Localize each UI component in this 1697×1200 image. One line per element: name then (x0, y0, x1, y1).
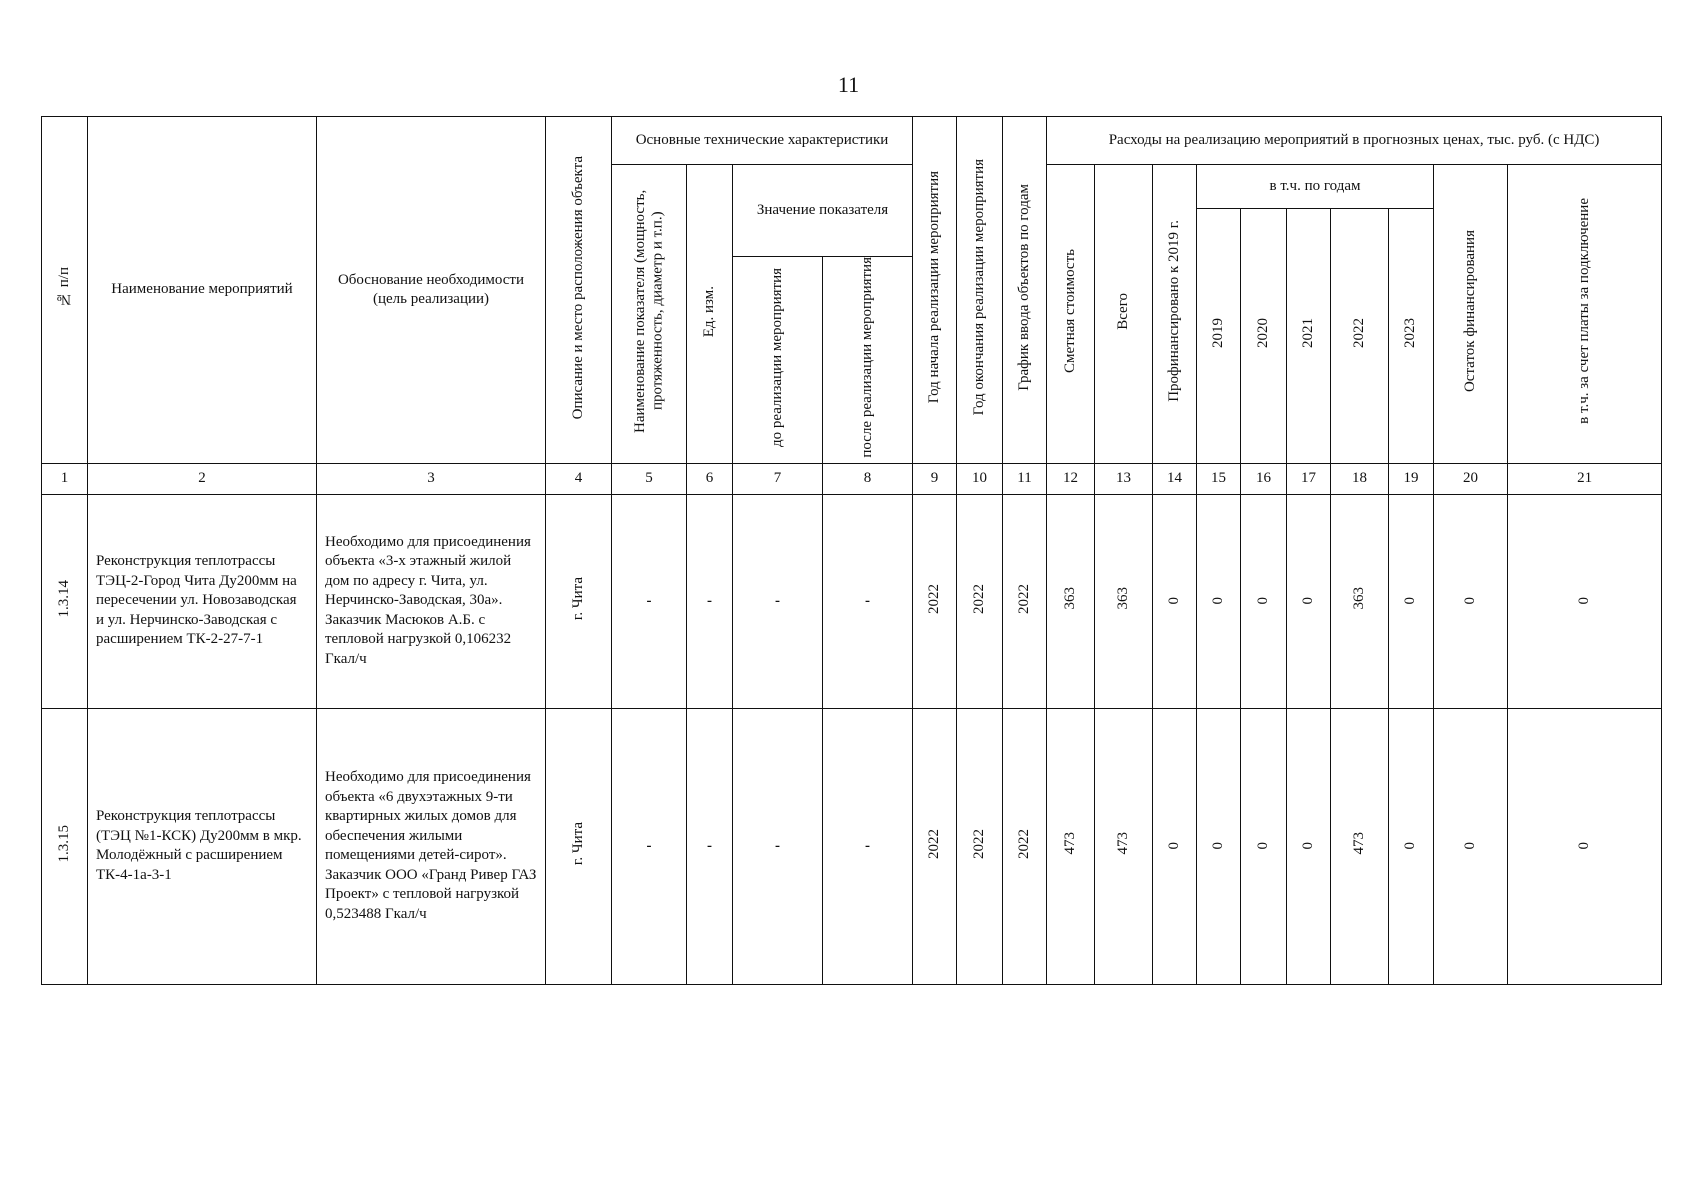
row-remaining: 0 (1434, 708, 1508, 984)
row-2022: 473 (1331, 708, 1389, 984)
col-number: 10 (957, 463, 1003, 494)
row-financed: 0 (1153, 708, 1197, 984)
header-tech-group: Основные технические характеристики (612, 117, 913, 165)
header-name: Наименование мероприятий (88, 117, 317, 464)
col-number: 14 (1153, 463, 1197, 494)
row-after: - (823, 708, 913, 984)
row-number: 1.3.14 (42, 494, 88, 708)
header-year-2022: 2022 (1331, 209, 1389, 464)
header-year-2020: 2020 (1241, 209, 1287, 464)
row-2019: 0 (1197, 494, 1241, 708)
row-2020: 0 (1241, 708, 1287, 984)
row-start: 2022 (913, 494, 957, 708)
table-row (42, 494, 1662, 708)
header-end: Год окончания реализации мероприятия (957, 117, 1003, 464)
page-number: 11 (837, 72, 860, 97)
col-number: 12 (1047, 463, 1095, 494)
row-unit: - (687, 708, 733, 984)
header-year-2021: 2021 (1287, 209, 1331, 464)
header-row-1 (42, 117, 1662, 165)
col-number: 4 (546, 463, 612, 494)
row-2019: 0 (1197, 708, 1241, 984)
header-start: Год начала реализации мероприятия (913, 117, 957, 464)
row-estimate: 363 (1047, 494, 1095, 708)
row-remaining: 0 (1434, 494, 1508, 708)
row-indicator: - (612, 494, 687, 708)
row-2023: 0 (1389, 708, 1434, 984)
header-years-group: в т.ч. по годам (1197, 165, 1434, 209)
row-connection: 0 (1508, 494, 1662, 708)
header-reason: Обоснование необходимости (цель реализации) (317, 117, 546, 464)
col-number: 8 (823, 463, 913, 494)
row-after: - (823, 494, 913, 708)
col-number: 15 (1197, 463, 1241, 494)
row-end: 2022 (957, 494, 1003, 708)
header-unit: Ед. изм. (687, 165, 733, 464)
header-remaining: Остаток финансирования (1434, 165, 1508, 464)
header-total: Всего (1095, 165, 1153, 464)
row-schedule: 2022 (1003, 494, 1047, 708)
header-costs-group: Расходы на реализацию мероприятий в прогнозных ценах, тыс. руб. (с НДС) (1047, 117, 1662, 165)
row-indicator: - (612, 708, 687, 984)
col-number: 17 (1287, 463, 1331, 494)
row-reason: Необходимо для присоединения объекта «3-х этажный жилой дом по адресу г. Чита, ул. Нерчинско-Заводская, 30а». Заказчик Масюков А.Б. с тепловой нагрузкой 0,106232 Гкал/ч (317, 494, 546, 708)
header-year-2023: 2023 (1389, 209, 1434, 464)
col-number: 2 (88, 463, 317, 494)
header-year-2019: 2019 (1197, 209, 1241, 464)
row-name: Реконструкция теплотрассы ТЭЦ-2-Город Чита Ду200мм на пересечении ул. Новозаводская и ул. Нерчинско-Заводская с расширением ТК-2-27-7-1 (88, 494, 317, 708)
col-number: 6 (687, 463, 733, 494)
header-value-group: Значение показателя (733, 165, 913, 257)
row-2022: 363 (1331, 494, 1389, 708)
row-2021: 0 (1287, 494, 1331, 708)
col-number: 21 (1508, 463, 1662, 494)
header-financed: Профинансировано к 2019 г. (1153, 165, 1197, 464)
row-total: 473 (1095, 708, 1153, 984)
row-before: - (733, 494, 823, 708)
row-total: 363 (1095, 494, 1153, 708)
row-name: Реконструкция теплотрассы (ТЭЦ №1-КСК) Ду200мм в мкр. Молодёжный с расширением ТК-4-1а-3-1 (88, 708, 317, 984)
row-connection: 0 (1508, 708, 1662, 984)
row-start: 2022 (913, 708, 957, 984)
row-schedule: 2022 (1003, 708, 1047, 984)
col-number: 16 (1241, 463, 1287, 494)
row-estimate: 473 (1047, 708, 1095, 984)
column-numbers-row (42, 463, 1662, 494)
col-number: 19 (1389, 463, 1434, 494)
header-location: Описание и место расположения объекта (546, 117, 612, 464)
col-number: 1 (42, 463, 88, 494)
header-after: после реализации мероприятия (823, 257, 913, 464)
header-connection: в т.ч. за счет платы за подключение (1508, 165, 1662, 464)
row-number: 1.3.15 (42, 708, 88, 984)
row-reason: Необходимо для присоединения объекта «6 двухэтажных 9-ти квартирных жилых домов для обеспечения жилыми помещениями детей-сирот». Заказчик ООО «Гранд Ривер ГАЗ Проект» с тепловой нагрузкой 0,523488 Гкал/ч (317, 708, 546, 984)
col-number: 3 (317, 463, 546, 494)
col-number: 11 (1003, 463, 1047, 494)
header-before: до реализации мероприятия (733, 257, 823, 464)
col-number: 9 (913, 463, 957, 494)
row-unit: - (687, 494, 733, 708)
col-number: 20 (1434, 463, 1508, 494)
header-no: № п/п (42, 117, 88, 464)
header-schedule: График ввода объектов по годам (1003, 117, 1047, 464)
row-end: 2022 (957, 708, 1003, 984)
table-row (42, 708, 1662, 984)
row-2020: 0 (1241, 494, 1287, 708)
col-number: 13 (1095, 463, 1153, 494)
header-estimate: Сметная стоимость (1047, 165, 1095, 464)
row-location: г. Чита (546, 494, 612, 708)
col-number: 18 (1331, 463, 1389, 494)
row-before: - (733, 708, 823, 984)
investment-table (41, 116, 1662, 985)
row-2021: 0 (1287, 708, 1331, 984)
col-number: 7 (733, 463, 823, 494)
row-location: г. Чита (546, 708, 612, 984)
col-number: 5 (612, 463, 687, 494)
row-2023: 0 (1389, 494, 1434, 708)
row-financed: 0 (1153, 494, 1197, 708)
header-indicator: Наименование показателя (мощность, протяженность, диаметр и т.п.) (612, 165, 687, 464)
